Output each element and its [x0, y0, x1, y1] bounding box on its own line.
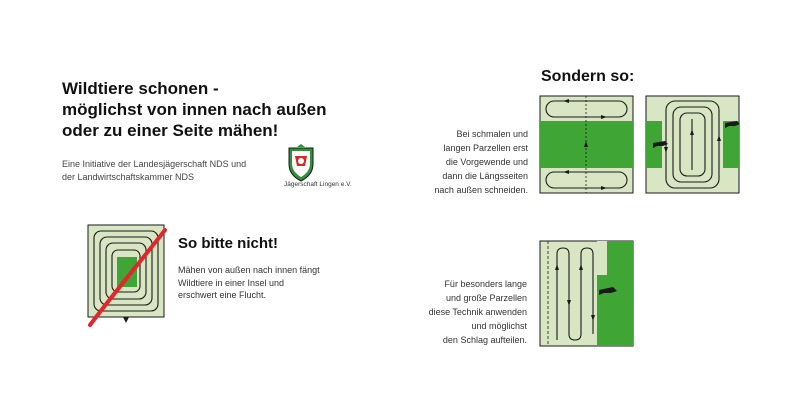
bad-example-heading: So bitte nicht!	[178, 235, 278, 252]
initiative-line-1: Eine Initiative der Landesjägerschaft NDS und	[62, 159, 247, 169]
large-plot-line-2: und große Parzellen	[445, 293, 527, 303]
bad-mowing-diagram	[85, 222, 170, 327]
bad-example-line-3: erschwert eine Flucht.	[178, 290, 267, 300]
large-plot-line-4: und möglichst	[471, 321, 527, 331]
large-plot-line-5: den Schlag aufteilen.	[442, 335, 527, 345]
narrow-plot-diagram-headlands	[539, 95, 635, 195]
title-line-2: möglichst von innen nach außen	[62, 100, 327, 119]
narrow-plot-diagram-long-sides	[645, 95, 741, 195]
field-light-notch	[597, 241, 607, 275]
logo-caption: Jägerschaft Lingen e.V.	[284, 181, 352, 188]
narrow-plot-line-4: dann die Längsseiten	[442, 171, 528, 181]
large-plot-diagram	[539, 240, 635, 348]
large-plot-line-3: diese Technik anwenden	[428, 307, 527, 317]
bad-example-line-2: Wildtiere in einer Insel und	[178, 277, 285, 288]
narrow-plot-line-3: die Vorgewende und	[445, 157, 528, 167]
jaegerschaft-logo	[283, 144, 319, 182]
good-example-heading: Sondern so:	[541, 68, 635, 85]
title-line-1: Wildtiere schonen -	[62, 79, 219, 98]
bad-example-line-1: Mähen von außen nach innen fängt	[178, 265, 320, 275]
initiative-line-2: der Landwirtschaftskammer NDS	[62, 171, 195, 182]
large-plot-text	[400, 277, 527, 347]
initiative-text	[62, 158, 246, 183]
entry-arrow-icon	[123, 317, 129, 323]
field-green-right	[723, 121, 739, 168]
title-line-3: oder zu einer Seite mähen!	[62, 121, 279, 140]
narrow-plot-line-2: langen Parzellen erst	[443, 143, 528, 153]
large-plot-line-1: Für besonders lange	[444, 279, 527, 289]
narrow-plot-line-1: Bei schmalen und	[456, 129, 528, 139]
bad-example-text	[178, 264, 320, 302]
page-title	[62, 78, 362, 141]
narrow-plot-line-5: nach außen schneiden.	[434, 185, 528, 195]
narrow-plot-text	[410, 127, 528, 197]
